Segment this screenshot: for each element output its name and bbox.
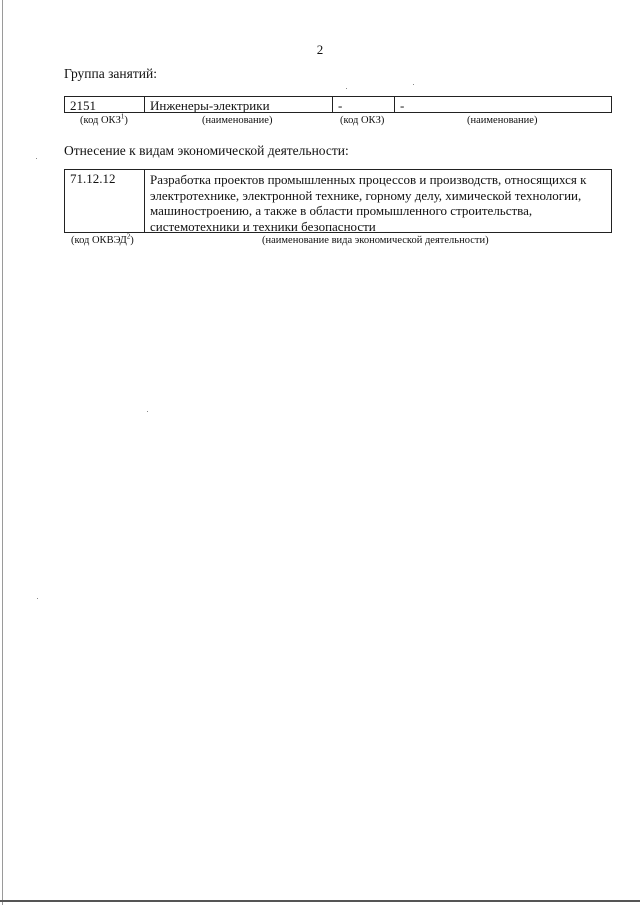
scan-edge-bottom <box>0 900 640 902</box>
economic-activity-heading: Отнесение к видам экономической деятельности: <box>64 143 349 158</box>
activity-name-label: (наименование вида экономической деятельности) <box>262 235 489 246</box>
activity-description-cell <box>144 169 612 233</box>
okz-code-2-label: (код ОКЗ) <box>340 115 385 126</box>
activity-description-line: системотехники и техники безопасности <box>150 218 376 233</box>
okved-code-label: (код ОКВЭД$^2$) <box>71 232 134 246</box>
footnote-1-marker: 1 <box>120 112 125 121</box>
okved-code-cell: 71.12.12 <box>64 169 145 233</box>
scan-speck <box>346 88 347 89</box>
name-label: (наименование) <box>202 115 273 126</box>
activity-description-line: Разработка проектов промышленных процессов и производств, относящихся к <box>150 172 587 187</box>
occupation-group-heading: Группа занятий: <box>64 66 157 81</box>
occupation-name-cell: Инженеры-электрики <box>144 96 333 113</box>
name-2-label: (наименование) <box>467 115 538 126</box>
okz-code-cell: 2151 <box>64 96 145 113</box>
scan-speck <box>36 158 37 159</box>
scan-speck <box>147 411 148 412</box>
okz-code-label: (код ОКЗ$^1$) <box>80 112 128 126</box>
scan-speck <box>37 598 38 599</box>
footnote-2-marker: 2 <box>126 232 131 241</box>
activity-description-line: электротехнике, электронной технике, горному делу, химической технологии, <box>150 187 582 203</box>
activity-description-line: машиностроению, а также в области промышленного строительства, <box>150 203 533 219</box>
scan-speck <box>413 84 414 85</box>
scan-edge-left <box>2 0 3 905</box>
okz-code-2-cell: - <box>332 96 395 113</box>
occupation-name-2-cell: - <box>394 96 612 113</box>
page-number: 2 <box>316 42 324 57</box>
